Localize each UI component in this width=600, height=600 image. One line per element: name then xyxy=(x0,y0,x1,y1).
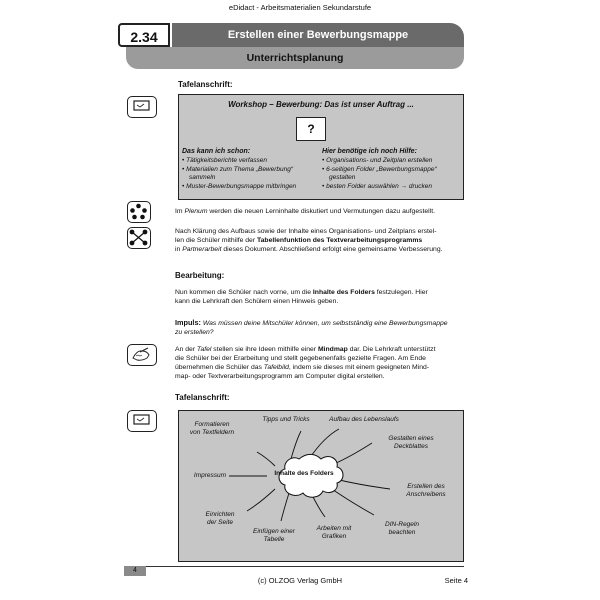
can-do-item: • Tätigkeitsberichte verfassen xyxy=(182,157,268,164)
partner-work-icon xyxy=(127,227,151,249)
section-number: 2.34 xyxy=(118,23,170,47)
publisher: (c) OLZOG Verlag GmbH xyxy=(257,576,343,585)
question-box: ? xyxy=(296,117,326,141)
mindmap-node: Einfügen einer Tabelle xyxy=(253,528,295,543)
mindmap-node: Gestalten eines Deckblattes xyxy=(388,435,434,450)
can-do-item: • Materialien zum Thema „Bewerbung“ xyxy=(182,165,294,173)
plenum-icon xyxy=(127,201,151,223)
mindmap-node: Einrichten der Seite xyxy=(205,511,235,526)
mindmap-node: Tipps und Tricks xyxy=(262,416,310,423)
board-heading-2: Tafelanschrift: xyxy=(175,393,230,402)
need-help-item: • Organisations- und Zeitplan erstellen xyxy=(322,157,433,164)
paragraph-folder: Nun kommen die Schüler nach vorne, um die Inhalte des Folders festzulegen. Hier kann die Lehrkraft den Schülern einen Hinweis geben. xyxy=(175,289,428,305)
paragraph-mindmap: An der Tafel stellen sie ihre Ideen mithilfe einer Mindmap dar. Die Lehrkraft unterstützt die Schüler bei der Erarbeitung und stellt gegebenenfalls gezielte Fragen. Am Ende übernehmen die Schüler das Tafelbild, indem sie dieses mit einem geeigneten Mind- map- oder Textverarbeitungsprogramm am Computer digital erstellen. xyxy=(175,346,436,380)
mindmap-node: Erstellen des Anschreibens xyxy=(406,483,446,498)
blackboard-icon xyxy=(127,96,157,118)
mindmap-node: DIN-Regeln beachten xyxy=(385,521,419,536)
can-do-heading: Das kann ich schon: xyxy=(182,148,251,155)
mindmap-node: Arbeiten mit Grafiken xyxy=(316,525,352,540)
mindmap-node: Impressum xyxy=(193,472,227,479)
page-number-tab: 4 xyxy=(124,566,146,576)
processing-heading: Bearbeitung: xyxy=(175,271,225,280)
mindmap-center: Inhalte des Folders xyxy=(274,470,334,477)
page-subtitle: Unterrichtsplanung xyxy=(126,47,464,69)
impulse-question: Impuls: Was müssen deine Mitschüler können, um selbstständig eine Bewerbungsmappe zu erstellen? xyxy=(175,318,448,336)
section-title: Erstellen einer Bewerbungsmappe xyxy=(172,23,464,47)
need-help-item: • besten Folder auswählen → drucken xyxy=(322,182,432,190)
blackboard-icon xyxy=(127,410,157,432)
board-heading-1: Tafelanschrift: xyxy=(178,80,233,89)
need-help-heading: Hier benötige ich noch Hilfe: xyxy=(322,148,417,155)
paragraph-plenum: Im Plenum werden die neuen Lerninhalte diskutiert und Vermutungen dazu aufgestellt. xyxy=(175,208,435,215)
need-help-item: • 6-seitigen Folder „Bewerbungsmappe“ xyxy=(322,165,437,173)
mindmap-node: Aufbau des Lebenslaufs xyxy=(329,416,399,423)
page-label: Seite 4 xyxy=(444,576,468,585)
need-help-item-cont: gestalten xyxy=(329,174,356,181)
writing-hand-icon xyxy=(127,344,157,366)
footer-rule xyxy=(124,566,464,567)
can-do-item: • Muster-Bewerbungsmappe mitbringen xyxy=(182,182,297,190)
can-do-item-cont: sammeln xyxy=(189,174,216,181)
mindmap-board xyxy=(178,410,464,562)
series-title: eDidact - Arbeitsmaterialien Sekundarstufe xyxy=(228,3,372,12)
workshop-title: Workshop – Bewerbung: Das ist unser Auftrag ... xyxy=(228,100,414,109)
paragraph-partner-work: Nach Klärung des Aufbaus sowie der Inhalte eines Organisations- und Zeitplans erstel- len die Schüler mithilfe der Tabellenfunktion des Textverarbeitungsprogramms in Partnerarbeit dieses Dokument. Abschließend erfolgt eine gemeinsame Verbesserung. xyxy=(175,228,443,253)
mindmap-node: Formatieren von Textfeldern xyxy=(189,421,235,436)
